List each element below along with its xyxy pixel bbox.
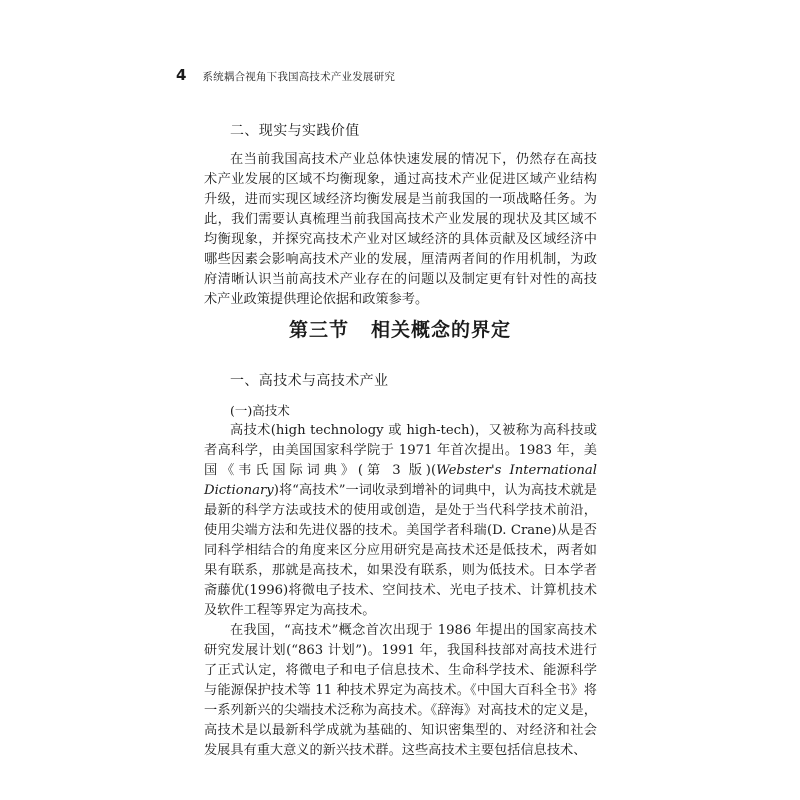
page-number: 4 (176, 66, 187, 84)
definition-text-2: )将“高技术”一词收录到增补的词典中，认为高技术就是最新的科学方法或技术的使用或创造，是处于当代科学技术前沿，使用尖端方法和先进仪器的技术。美国学者科瑞(D. Crane)从是否同科学相结合的角度来区分应用研究是高技术还是低技术，两者如果有联系，那就是高技术，如果没有联系，则为低技术。日本学者斋藤优(1996)将微电子技术、空间技术、光电子技术、计算机技术及软件工程等界定为高技术。 (204, 483, 597, 618)
section-title-text: 相关概念的界定 (371, 319, 512, 341)
section-title (0, 315, 800, 342)
practical-value-text (204, 150, 597, 310)
heading-practical-value: 二、现实与实践价值 (230, 123, 360, 139)
definition-text-1: 高技术(high technology 或 high-tech)，又被称为高科技或者高科学，由美国国家科学院于 1971 年首次提出。1983 年，美国《韦氏国际词典》(第 3 版)( (204, 423, 597, 478)
book-title: 系统耦合视角下我国高技术产业发展研究 (202, 71, 396, 83)
subheading-high-tech: (一)高技术 (230, 403, 290, 418)
heading-high-tech: 一、高技术与高技术产业 (230, 373, 389, 389)
paragraph-definition (204, 421, 597, 621)
paragraph-china: 在我国，“高技术”概念首次出现于 1986 年提出的国家高技术研究发展计划(“863 计划”)。1991 年，我国科技部对高技术进行了正式认定，将微电子和电子信息技术、生命科学技术、能源科学与能源保护技术等 11 种技术界定为高技术。《中国大百科全书》将一系列新兴的尖端技术泛称为高技术。《辞海》对高技术的定义是，高技术是以最新科学成就为基础的、知识密集型的、对经济和社会发展具有重大意义的新兴技术群。这些高技术主要包括信息技术、 (204, 623, 597, 758)
paragraph: 在当前我国高技术产业总体快速发展的情况下，仍然存在高技术产业发展的区域不均衡现象，通过高技术产业促进区域产业结构升级，进而实现区域经济均衡发展是当前我国的一项战略任务。为此，我们需要认真梳理当前我国高技术产业发展的现状及其区域不均衡现象，并探究高技术产业对区域经济的具体贡献及区域经济中哪些因素会影响高技术产业的发展，厘清两者间的作用机制，为政府清晰认识当前高技术产业存在的问题以及制定更有针对性的高技术产业政策提供理论依据和政策参考。 (204, 152, 597, 307)
dictionary-title: Webster's International Dictionary (204, 463, 597, 498)
high-tech-text (204, 421, 597, 761)
section-number: 第三节 (288, 319, 349, 341)
running-header (176, 66, 395, 84)
